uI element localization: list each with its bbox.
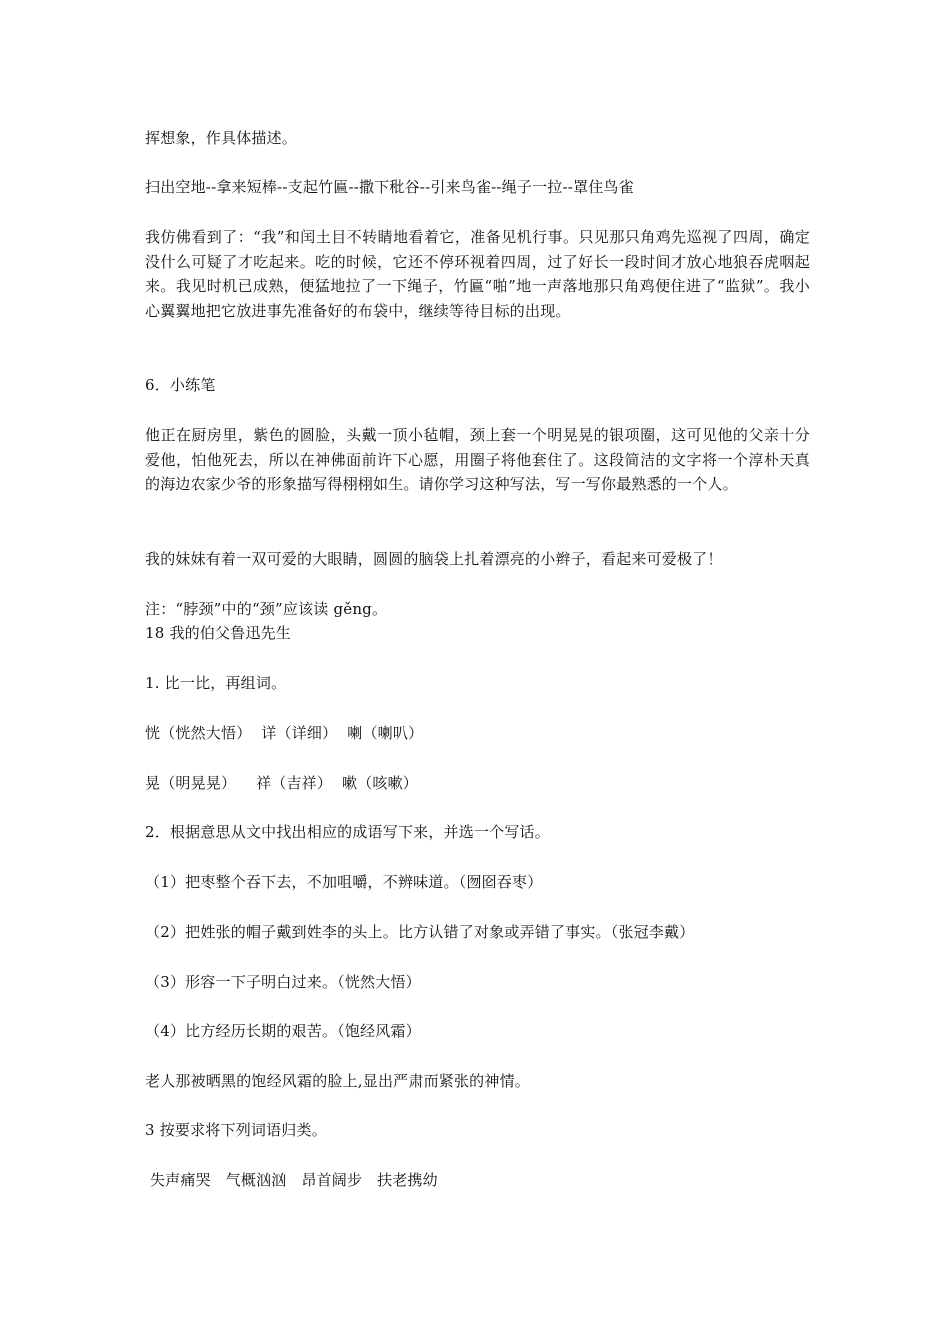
- text-line-sister: 我的妹妹有着一双可爱的大眼睛，圆圆的脑袋上扎着漂亮的小辫子，看起来可爱极了！: [145, 550, 723, 568]
- question-2-item-1: （1）把枣整个吞下去，不加咀嚼，不辨味道。（囫囵吞枣）: [145, 873, 543, 891]
- lesson-title: 18 我的伯父鲁迅先生: [145, 624, 292, 642]
- paragraph-imagination: 我仿佛看到了：“我”和闰土目不转睛地看着它，准备见机行事。只见那只角鸡先巡视了四周，确定没什么可疑了才吃起来。吃的时候，它还不停环视着四周，过了好长一段时间才放心地狼吞虎咽起来。我见时机已成熟，便猛地拉了一下绳子，竹匾“啪”地一声落地那只角鸡便住进了“监狱”。我小心翼翼地把它放进事先准备好的布袋中，继续等待目标的出现。: [145, 228, 810, 320]
- word-group-row-2: 晃（明晃晃） 祥（吉祥） 嗽（咳嗽）: [145, 774, 419, 792]
- example-sentence: 老人那被晒黑的饱经风霜的脸上,显出严肃而紧张的神情。: [145, 1072, 530, 1090]
- paragraph-practice-prompt: 他正在厨房里，紫色的圆脸，头戴一顶小毡帽，颈上套一个明晃晃的银项圈，这可见他的父亲十分爱他，怕他死去，所以在神佛面前许下心愿，用圈子将他套住了。这段简洁的文字将一个淳朴天真的海边农家少爷的形象描写得栩栩如生。请你学习这种写法，写一写你最熟悉的一个人。: [145, 426, 810, 493]
- question-2-heading: 2．根据意思从文中找出相应的成语写下来，并选一个写话。: [145, 823, 550, 841]
- text-line-note: 注：“脖颈”中的“颈”应该读 gěng。: [145, 600, 388, 618]
- question-3-heading: 3 按要求将下列词语归类。: [145, 1121, 327, 1139]
- question-2-item-3: （3）形容一下子明白过来。（恍然大悟）: [145, 973, 421, 991]
- section-heading-practice: 6．小练笔: [145, 376, 216, 394]
- question-2-item-4: （4）比方经历长期的艰苦。（饱经风霜）: [145, 1022, 421, 1040]
- idiom-list: 失声痛哭 气概汹汹 昂首阔步 扶老携幼: [145, 1171, 438, 1189]
- text-line-steps: 扫出空地--拿来短棒--支起竹匾--撒下秕谷--引来鸟雀--绳子一拉--罩住鸟雀: [145, 178, 634, 196]
- question-1-heading: 1. 比一比，再组词。: [145, 674, 287, 692]
- text-line-intro-end: 挥想象，作具体描述。: [145, 129, 298, 147]
- question-2-item-2: （2）把姓张的帽子戴到姓李的头上。比方认错了对象或弄错了事实。（张冠李戴）: [145, 923, 695, 941]
- word-group-row-1: 恍（恍然大悟） 详（详细） 喇（喇叭）: [145, 724, 424, 742]
